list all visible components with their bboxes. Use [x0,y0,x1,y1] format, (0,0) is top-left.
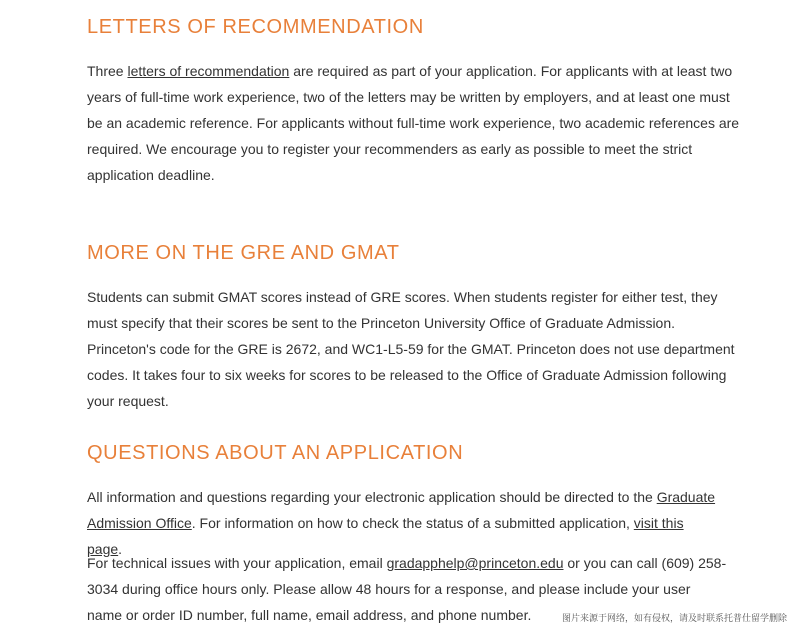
letters-of-recommendation-link[interactable]: letters of recommendation [127,63,290,79]
gradapphelp-email-link[interactable]: gradapphelp@princeton.edu [386,555,564,571]
technical-text-start: For technical issues with your application, email [87,555,387,571]
letters-paragraph [87,58,742,188]
letters-text-start: Three [87,63,128,79]
questions-heading: QUESTIONS ABOUT AN APPLICATION [87,442,464,464]
questions-text-start: All information and questions regarding your electronic application should be directed to the [87,489,657,505]
questions-text-end: . [118,541,123,557]
letters-text-end: are required as part of your application. For applicants with at least two years of full-time work experience, two of the letters may be written by employers, and at least one must be an academic reference. For applicants without full-time work experience, two academic references are required. We encourage you to register your recommenders as early as possible to meet the strict application deadline. [87,63,740,183]
questions-text-middle: . For information on how to check the status of a submitted application, [191,515,634,531]
technical-text-end: or you can call (609) 258-3034 during office hours only. Please allow 48 hours for a response, and please include your user name or order ID number, full name, email address, and phone number. [87,555,727,623]
gre-paragraph: Students can submit GMAT scores instead of GRE scores. When students register for either test, they must specify that their scores be sent to the Princeton University Office of Graduate Admission. Princeton's code for the GRE is 2672, and WC1-L5-59 for the GMAT. Princeton does not use department codes. It takes four to six weeks for scores to be released to the Office of Graduate Admission following your request. [87,289,735,409]
graduate-admission-office-link[interactable]: Graduate Admission Office [87,489,716,531]
watermark-text: 图片来源于网络，如有侵权，请及时联系托普仕留学删除 [561,613,787,623]
gre-heading: MORE ON THE GRE AND GMAT [87,242,400,264]
visit-this-page-link[interactable]: visit this page [87,515,684,557]
letters-heading: LETTERS OF RECOMMENDATION [87,16,424,38]
